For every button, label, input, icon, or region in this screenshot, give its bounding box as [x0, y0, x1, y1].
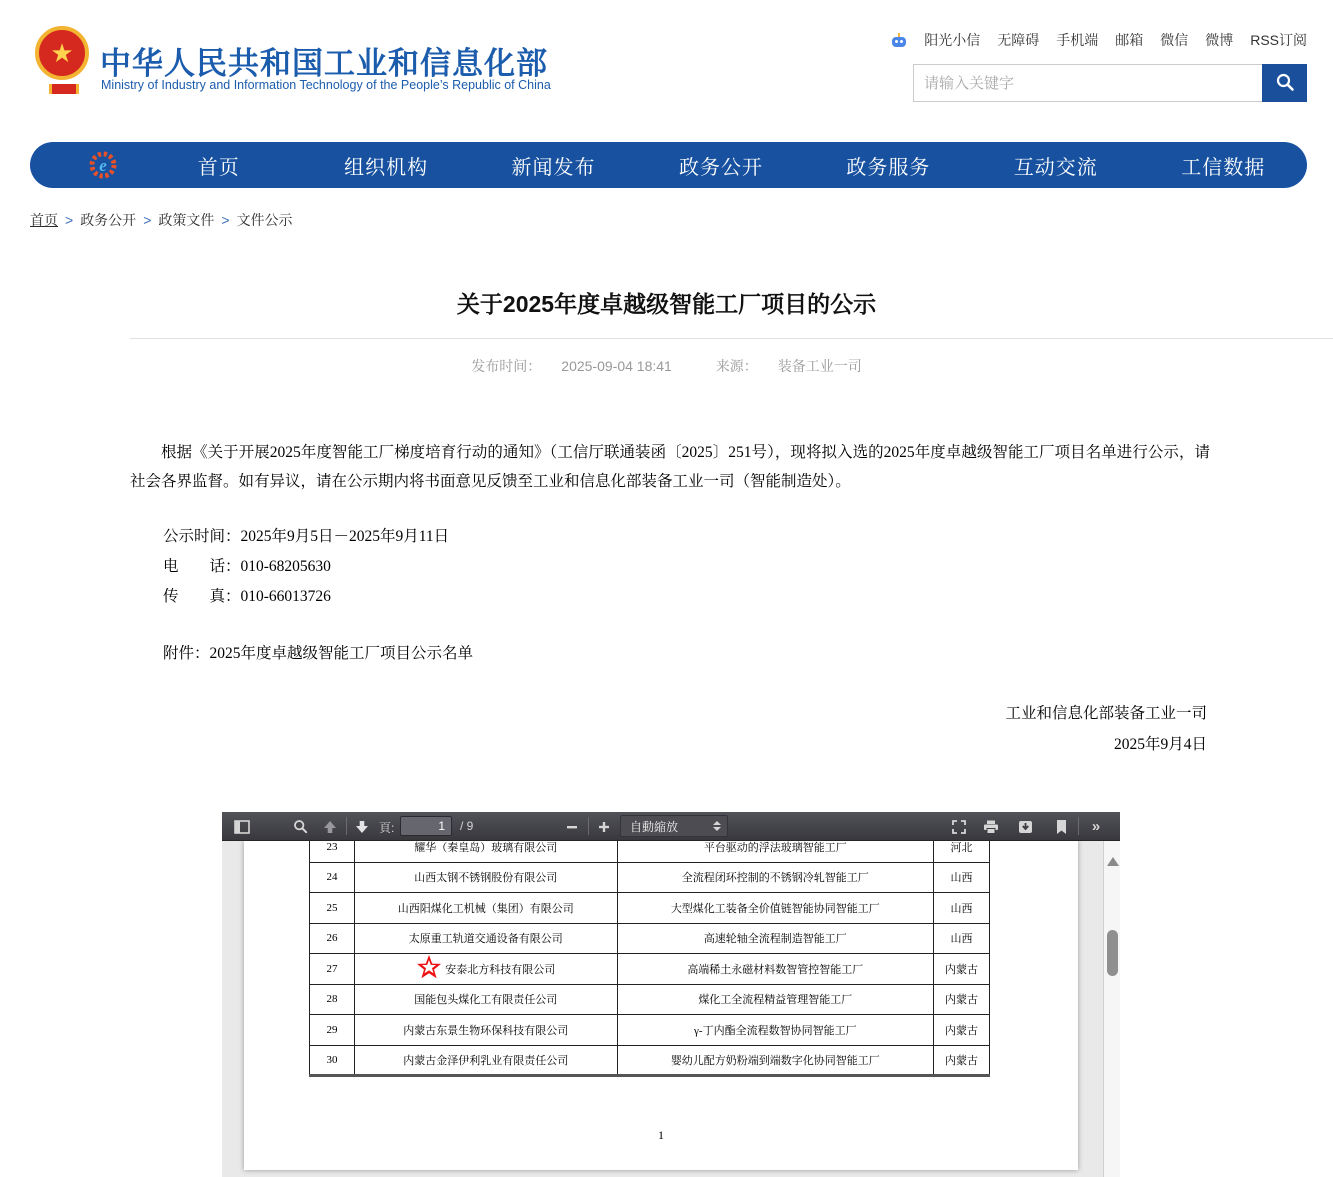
cell-num: 25 — [310, 893, 355, 924]
svg-text:e: e — [99, 156, 107, 175]
table-row-28 — [310, 984, 990, 1015]
cell-province: 山西 — [934, 893, 990, 924]
signature-department: 工业和信息化部装备工业一司 — [1005, 705, 1207, 722]
nav-item-1[interactable]: 组织机构 — [344, 156, 429, 179]
quick-link-3[interactable]: 邮箱 — [1115, 32, 1144, 48]
scrollbar-thumb[interactable] — [1107, 930, 1118, 976]
miit-gear-logo-icon — [88, 150, 118, 180]
source-label: 来源： — [715, 358, 758, 374]
article-info-lines — [163, 522, 473, 669]
smart-factory-table — [309, 841, 990, 1077]
company-name: 内蒙古东景生物环保科技有限公司 — [403, 1024, 569, 1037]
cell-province: 内蒙古 — [934, 984, 990, 1015]
cell-province: 内蒙古 — [934, 954, 990, 985]
nav-item-6[interactable]: 工信数据 — [1181, 156, 1266, 179]
national-emblem-logo — [34, 26, 92, 96]
cell-project: γ-丁内酯全流程数智协同智能工厂 — [617, 1015, 933, 1046]
quick-link-2[interactable]: 手机端 — [1056, 32, 1099, 48]
page-label: 頁: — [379, 821, 395, 835]
scrollbar-up-arrow-icon[interactable] — [1107, 857, 1119, 866]
pdf-canvas-area — [222, 841, 1103, 1177]
company-name: 太原重工轨道交通设备有限公司 — [408, 933, 563, 946]
cell-project: 高速轮轴全流程制造智能工厂 — [617, 923, 933, 954]
search-button[interactable] — [1262, 64, 1307, 102]
breadcrumb-item-1[interactable]: 政务公开 — [80, 212, 137, 228]
nav-item-0[interactable]: 首页 — [197, 156, 240, 179]
quick-link-6[interactable]: RSS订阅 — [1250, 32, 1307, 48]
pdf-page — [244, 841, 1078, 1170]
nav-item-5[interactable]: 互动交流 — [1013, 156, 1098, 179]
zoom-out-icon[interactable] — [560, 815, 584, 838]
cell-province: 山西 — [934, 923, 990, 954]
sidebar-toggle-icon[interactable] — [230, 815, 254, 838]
table-row-25 — [310, 893, 990, 924]
company-name: 安泰北方科技有限公司 — [445, 963, 556, 976]
zoom-select[interactable] — [620, 815, 728, 837]
page-number-input[interactable] — [400, 816, 452, 836]
breadcrumb-separator: > — [65, 212, 74, 228]
cell-province: 内蒙古 — [934, 1045, 990, 1076]
cell-project: 高端稀土永磁材料数智管控智能工厂 — [617, 954, 933, 985]
header-quick-links — [891, 30, 1307, 50]
quick-link-5[interactable]: 微博 — [1205, 32, 1234, 48]
article-signature — [1005, 698, 1207, 760]
nav-item-2[interactable]: 新闻发布 — [511, 156, 596, 179]
company-name: 耀华（秦皇岛）玻璃有限公司 — [414, 841, 558, 854]
pdf-toolbar — [222, 812, 1120, 841]
page-down-icon[interactable] — [350, 815, 374, 838]
cell-num: 29 — [310, 1015, 355, 1046]
emblem-star-icon: ★ — [50, 38, 74, 68]
company-wrap — [359, 991, 613, 1007]
table-row-27 — [310, 954, 990, 985]
cell-num: 27 — [310, 954, 355, 985]
nav-items — [30, 151, 1307, 180]
breadcrumb-separator: > — [143, 212, 152, 228]
source-value: 装备工业一司 — [777, 358, 862, 374]
pdf-viewer — [222, 812, 1120, 1177]
article-meta — [0, 356, 1333, 376]
company-wrap — [359, 1022, 613, 1038]
page-title: 关于2025年度卓越级智能工厂项目的公示 — [456, 291, 877, 317]
quick-link-0[interactable]: 阳光小信 — [924, 32, 981, 48]
table-row-24 — [310, 862, 990, 893]
company-wrap — [359, 930, 613, 946]
breadcrumb — [30, 210, 293, 230]
company-name: 国能包头煤化工有限责任公司 — [414, 994, 558, 1007]
quick-link-1[interactable]: 无障碍 — [997, 32, 1040, 48]
main-nav — [30, 142, 1307, 188]
company-wrap — [359, 900, 613, 916]
cell-num: 23 — [310, 841, 355, 862]
bookmark-icon[interactable] — [1049, 815, 1073, 838]
table-body — [310, 841, 990, 1076]
article-paragraph: 根据《关于开展2025年度智能工厂梯度培育行动的通知》（工信厅联通装函〔2025〕251号），现将拟入选的2025年度卓越级智能工厂项目名单进行公示，请社会各界监督。如有异议，请在公示期内将书面意见反馈至工业和信息化部装备工业一司（智能制造处）。 — [130, 444, 1210, 490]
find-search-icon[interactable] — [288, 815, 312, 838]
toolbar-more-icon[interactable]: » — [1084, 815, 1108, 838]
company-name: 山西阳煤化工机械（集团）有限公司 — [397, 902, 574, 915]
cell-project: 婴幼儿配方奶粉端到端数字化协同智能工厂 — [617, 1045, 933, 1076]
quick-link-4[interactable]: 微信 — [1160, 32, 1189, 48]
cell-company — [354, 923, 617, 954]
publish-time-label: 发布时间： — [471, 358, 542, 374]
nav-item-4[interactable]: 政务服务 — [846, 156, 931, 179]
page-total: / 9 — [460, 819, 474, 833]
cell-project: 煤化工全流程精益管理智能工厂 — [617, 984, 933, 1015]
cell-project: 平台驱动的浮法玻璃智能工厂 — [617, 841, 933, 862]
cell-company — [354, 1045, 617, 1076]
cell-num: 28 — [310, 984, 355, 1015]
cell-province: 河北 — [934, 841, 990, 862]
attachment-link[interactable]: 附件：2025年度卓越级智能工厂项目公示名单 — [163, 645, 474, 662]
site-subtitle: Ministry of Industry and Information Technology of the People’s Republic of China — [101, 78, 551, 92]
breadcrumb-item-2[interactable]: 政策文件 — [158, 212, 215, 228]
cell-company — [354, 893, 617, 924]
cell-project: 全流程闭环控制的不锈钢冷轧智能工厂 — [617, 862, 933, 893]
table-row-29 — [310, 1015, 990, 1046]
notice-period-line: 公示时间：2025年9月5日－2025年9月11日 — [163, 528, 450, 545]
company-wrap — [359, 954, 613, 983]
publish-time: 2025-09-04 18:41 — [561, 358, 672, 374]
fax-line: 传 真：010-66013726 — [163, 588, 331, 605]
table-row-30 — [310, 1045, 990, 1076]
phone-line: 电 话：010-68205630 — [163, 558, 331, 575]
breadcrumb-item-3: 文件公示 — [236, 212, 293, 228]
company-wrap — [359, 841, 613, 855]
breadcrumb-separator: > — [221, 212, 230, 228]
breadcrumb-item-0[interactable]: 首页 — [30, 212, 58, 228]
cell-project: 大型煤化工装备全价值链智能协同智能工厂 — [617, 893, 933, 924]
company-wrap — [359, 1052, 613, 1068]
presentation-mode-icon[interactable] — [947, 815, 971, 838]
search-input[interactable] — [914, 65, 1262, 101]
company-name: 内蒙古金泽伊利乳业有限责任公司 — [403, 1054, 569, 1067]
cell-company — [354, 954, 617, 985]
zoom-in-icon[interactable] — [592, 815, 616, 838]
print-icon[interactable] — [979, 815, 1003, 838]
site-title: 中华人民共和国工业和信息化部 — [100, 46, 548, 81]
cell-company — [354, 1015, 617, 1046]
pdf-page-number: 1 — [658, 1128, 664, 1142]
pdf-scrollbar — [1103, 841, 1120, 1177]
title-divider — [130, 338, 1333, 339]
zoom-select-value: 自動縮放 — [630, 819, 679, 834]
search-icon — [1275, 72, 1295, 95]
table-row-23 — [310, 841, 990, 862]
cell-company — [354, 841, 617, 862]
chatbot-robot-icon — [891, 33, 907, 48]
cell-num: 26 — [310, 923, 355, 954]
table-row-26 — [310, 923, 990, 954]
cell-num: 30 — [310, 1045, 355, 1076]
cell-province: 内蒙古 — [934, 1015, 990, 1046]
cell-num: 24 — [310, 862, 355, 893]
cell-company — [354, 862, 617, 893]
cell-company — [354, 984, 617, 1015]
signature-date: 2025年9月4日 — [1113, 736, 1207, 753]
red-star-marker-icon — [416, 954, 442, 983]
select-spinner-icon — [713, 821, 721, 831]
page-up-icon[interactable] — [318, 815, 342, 838]
company-name: 山西太钢不锈钢股份有限公司 — [414, 872, 558, 885]
site-search — [913, 64, 1307, 102]
download-icon[interactable] — [1013, 815, 1037, 838]
nav-item-3[interactable]: 政务公开 — [678, 156, 763, 179]
company-wrap — [359, 869, 613, 885]
cell-province: 山西 — [934, 862, 990, 893]
